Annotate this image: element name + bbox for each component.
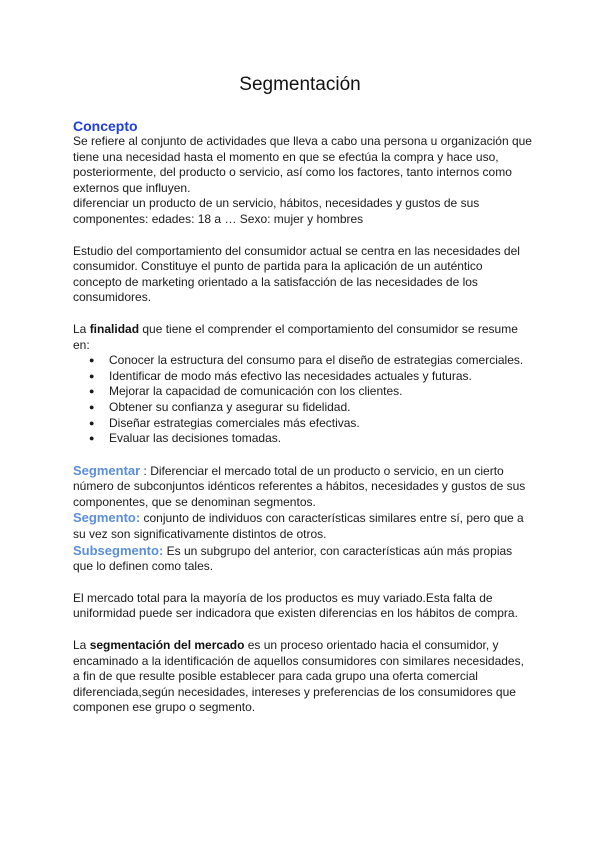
- finalidad-bold: finalidad: [89, 321, 140, 336]
- term-segmentar: Segmentar: [73, 462, 141, 478]
- list-item: ● Obtener su confianza y asegurar su fidelidad.: [109, 400, 533, 416]
- term-segmento: Segmento:: [73, 510, 141, 526]
- term-subsegmento: Subsegmento:: [73, 542, 164, 558]
- finalidad-list: [73, 353, 533, 447]
- definition-subsegmento: [73, 543, 533, 575]
- page-title: Segmentación: [239, 74, 361, 95]
- concepto-paragraph: Se refiere al conjunto de actividades que lleva a cabo una persona u organización que tiene una necesidad hasta el momento en que se efectúa la compra y hace uso, posteriormente, del producto o servicio, así como los factores, tanto internos como externos que influyen.: [73, 134, 532, 195]
- list-item: ● Diseñar estrategias comerciales más efectivas.: [109, 416, 533, 432]
- list-item: ● Mejorar la capacidad de comunicación con los clientes.: [109, 384, 533, 400]
- segmentacion-pre: La: [73, 638, 90, 653]
- mercado-total-paragraph: El mercado total para la mayoría de los productos es muy variado.Esta falta de uniformidad puede ser indicadora que existen diferencias en los hábitos de compra.: [73, 590, 518, 621]
- definition-text: Es un subgrupo del anterior, con características aún más propias que lo definen como tales.: [73, 543, 513, 574]
- concepto-note: diferenciar un producto de un servicio, hábitos, necesidades y gustos de sus componentes: edades: 18 a … Sexo: mujer y hombres: [73, 196, 480, 226]
- document-body: [73, 118, 533, 716]
- list-item: ● Conocer la estructura del consumo para el diseño de estrategias comerciales.: [109, 353, 533, 369]
- segmentacion-post: es un proceso orientado hacia el consumidor, y encaminado a la identificación de aquellos consumidores con similares necesidades, a fin de que resulte posible establecer para cada grupo una oferta comercial diferenciada,según necesidades, intereses y preferencias de los consumidores que componen ese grupo o segmento.: [73, 638, 524, 715]
- finalidad-post: que tiene el comprender el comportamiento del consumidor se resume en:: [73, 321, 518, 352]
- list-item: ● Evaluar las decisiones tomadas.: [109, 431, 533, 447]
- definition-segmento: [73, 510, 533, 542]
- list-item: ● Identificar de modo más efectivo las necesidades actuales y futuras.: [109, 369, 533, 385]
- definition-segmentar: [73, 463, 533, 511]
- definition-text: : Diferenciar el mercado total de un producto o servicio, en un cierto número de subconjuntos idénticos referentes a hábitos, necesidades y gustos de sus componentes, que se denominan segmentos.: [73, 463, 526, 509]
- definition-text: conjunto de individuos con características similares entre sí, pero que a su vez son significativamente distintos de otros.: [73, 511, 524, 542]
- finalidad-paragraph: [73, 322, 533, 353]
- segmentacion-paragraph: [73, 638, 533, 716]
- finalidad-pre: La: [73, 321, 90, 336]
- section-heading-concepto: Concepto: [73, 118, 138, 134]
- segmentacion-bold: segmentación del mercado: [89, 638, 245, 653]
- estudio-paragraph: Estudio del comportamiento del consumidor actual se centra en las necesidades del consumidor. Constituye el punto de partida para la aplicación de un auténtico concepto de marketing orientado a la satisfacción de las necesidades de los consumidores.: [73, 243, 520, 305]
